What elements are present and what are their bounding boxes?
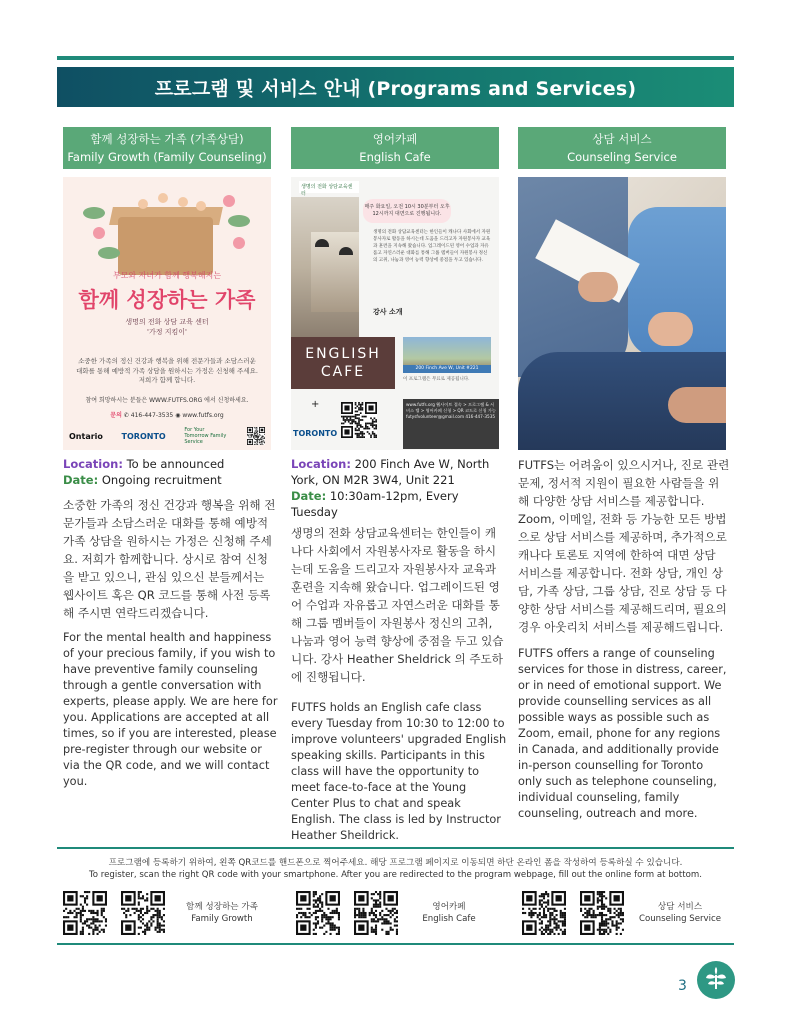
- qr-label-en: Family Growth: [191, 914, 253, 924]
- register-instructions-en: To register, scan the right QR code with your smartphone. After you are redirected to the program webpage, fill out the online form at bottom.: [88, 870, 703, 880]
- flower-icon: [233, 237, 245, 249]
- location-label: Location:: [63, 457, 123, 471]
- contact-phone: 416-447-3535: [130, 412, 174, 419]
- qr-label-en: Counseling Service: [638, 914, 722, 924]
- lamp-icon: [339, 247, 353, 255]
- top-divider: [57, 56, 734, 60]
- column-header-english-cafe: [291, 127, 499, 169]
- hand: [668, 387, 726, 423]
- qr-label-counseling: [630, 901, 730, 925]
- qr-code-cafe-ko[interactable]: [296, 891, 340, 935]
- header-banner: [57, 67, 734, 107]
- plus-sign: +: [311, 399, 320, 410]
- column-title-en: English Cafe: [359, 150, 431, 164]
- phone-icon: ✆: [123, 412, 129, 419]
- qr-code-family-ko[interactable]: [63, 891, 107, 935]
- qr-label-cafe: [404, 901, 494, 925]
- lamp-icon: [315, 239, 329, 247]
- center-line: '가정 지킴이': [147, 328, 187, 336]
- family-growth-column: [63, 456, 278, 790]
- family-member-icon: [138, 199, 148, 209]
- cafe-teacher-title: 강사 소개: [373, 308, 403, 316]
- qr-code-icon: [341, 402, 377, 438]
- family-growth-poster: [63, 177, 271, 450]
- qr-code-counseling-en[interactable]: [580, 891, 624, 935]
- body-korean: 생명의 전화 상담교육센터는 한인들이 캐나다 사회에서 자원봉사자로 활동을 하시는데 도움을 드리고자 자원봉사자 교육과 훈련을 지속해 왔습니다. 업그레이드된 영어 수업과 자유롭고 자연스러운 대화를 통해 그룹 멤버들이 자원봉사 정신의 고취, 나눔과 영어 능력 향상에 중점을 두고 있습니다. 강사 Heather Sheldrick 의 주도하에 진행됩니다.: [291, 526, 504, 684]
- family-member-icon: [158, 193, 168, 203]
- poster-center-name: [63, 317, 271, 337]
- gift-box-illustration: [118, 217, 213, 275]
- poster-body: 소중한 가족의 정신 건강과 행복을 위해 전문가들과 소담스러운 대화를 통해 예방적 가족 상담을 원하시는 가정은 신청해 주세요. 저희가 함께 합니다.: [76, 357, 258, 384]
- date-value: Ongoing recruitment: [101, 473, 222, 487]
- ontario-logo: Ontario: [69, 431, 103, 441]
- location-line: [63, 456, 278, 472]
- body-english: FUTFS offers a range of counseling services for those in distress, career, or in need of emotional support. We provide counselling services as all possible ways as possible such as Zoom, email, phone for any regions in Canada, and additionally provide in-person counselling for Toronto only such as telephone counseling, individual counseling, family counseling, outreach and more.: [518, 647, 727, 820]
- location-value: 200 Finch Ave W, North York, ON M2R 3W4, Unit 221: [291, 457, 490, 487]
- footer-divider: [57, 943, 734, 945]
- date-line: [63, 472, 278, 488]
- leaf-icon: [98, 247, 120, 259]
- location-label: Location:: [291, 457, 351, 471]
- page-number: 3: [678, 978, 687, 994]
- poster-subtitle: 부모와 자녀가 함께 행복해지는: [112, 271, 222, 280]
- english-cafe-banner: ENGLISH CAFE: [291, 337, 395, 389]
- english-cafe-poster: [291, 177, 499, 450]
- location-value: To be announced: [126, 457, 225, 471]
- qr-code-counseling-ko[interactable]: [522, 891, 566, 935]
- toronto-logo: TORONTO: [121, 431, 166, 441]
- body-korean: FUTFS는 어려움이 있으시거나, 진로 관련 문제, 정서적 지원이 필요한 사람들을 위해 다양한 상담 서비스를 제공합니다. Zoom, 이메일, 전화 등 가능한 모든 방법으로 상담 서비스를 제공하며, 추가적으로 캐나다 토론토 지역에 한하여 대면 상담 서비스를 제공합니다. 전화 상담, 개인 상담, 가족 상담, 그룹 상담, 진로 상담 등 다양한 상담 서비스를 제공해드리며, 필요의 경우 아웃리치 서비스를 제공해드립니다.: [518, 458, 730, 634]
- flower-icon: [93, 227, 105, 239]
- column-title-en: Family Growth (Family Counseling): [67, 150, 267, 164]
- web-icon: ◉: [175, 412, 181, 419]
- contact-web: www.futfs.org: [182, 412, 224, 419]
- body-english: FUTFS holds an English cafe class every Tuesday from 10:30 to 12:00 to improve volunteers' upgraded English speaking skills. Participants in this class will have the opportunity to meet face-to-face at the Young Center Plus to chat and speak English. The class is led by Instructor Heather Sheildrick.: [291, 701, 507, 842]
- contact-label: 문의: [110, 412, 122, 419]
- building-address: 200 Finch Ave W, Unit #221: [403, 365, 491, 373]
- qr-label-ko: 함께 성장하는 가족: [186, 902, 258, 912]
- qr-code-family-en[interactable]: [121, 891, 165, 935]
- cafe-schedule-bubble: 매주 화요일, 오전 10시 30분부터 오후 12시까지 대면으로 진행됩니다.: [363, 199, 451, 223]
- leaf-icon: [83, 207, 105, 219]
- center-line: 생명의 전화 상담 교육 센터: [125, 318, 209, 326]
- body-english: For the mental health and happiness of your precious family, if you wish to have preventive family counseling through a gentle conversation with experts, please apply. We are here for you. Applications are accepted at all times, so if you are interested, please pre-register through our website or via the QR code, and we will contact you.: [63, 631, 278, 788]
- poster-apply: 참여 희망하시는 분들은 WWW.FUTFS.ORG 에서 신청하세요.: [85, 397, 249, 404]
- date-line: [291, 488, 507, 520]
- sponsor-logos: [69, 427, 265, 445]
- cafe-free-note: 이 프로그램은 무료로 제공됩니다.: [403, 377, 470, 382]
- column-title-ko: 상담 서비스: [592, 132, 652, 146]
- qr-code-icon: [247, 427, 265, 445]
- poster-title: 함께 성장하는 가족: [78, 288, 256, 312]
- column-header-counseling: [518, 127, 726, 169]
- cafe-register-box: www.futfs.org 웹사이트 접속 > 프로그램 & 서비스 탭 > 영어카페 신청 > QR 코드로 신청 가능 futysfvolunteer@gmail.com 416-447-3535: [403, 399, 499, 449]
- counseling-column: [518, 456, 730, 822]
- qr-label-ko: 상담 서비스: [657, 902, 703, 912]
- family-member-icon: [178, 197, 188, 207]
- hand: [648, 312, 693, 346]
- register-instructions-ko: 프로그램에 등록하기 위하여, 왼쪽 QR코드를 핸드폰으로 찍어주세요. 해당 프로그램 페이지로 이동되면 하단 온라인 폼을 작성하여 등록하실 수 있습니다.: [108, 858, 683, 868]
- leaf-logo-icon: [697, 961, 735, 999]
- family-member-icon: [196, 201, 206, 211]
- qr-label-family: [172, 901, 272, 925]
- date-label: Date:: [63, 473, 99, 487]
- cafe-logo: 생명의 전화 상담교육센터: [299, 181, 359, 193]
- date-value: 10:30am-12pm, Every Tuesday: [291, 489, 459, 519]
- toronto-logo: TORONTO: [293, 429, 338, 438]
- qr-label-ko: 영어카페: [432, 902, 466, 912]
- futfs-logo: For Your Tomorrow Family Service: [184, 427, 227, 445]
- column-title-ko: 영어카페: [372, 132, 418, 146]
- cafe-description: 생명의 전화 상담교육센터는 한인들이 캐나다 사회에서 자원봉사자로 활동을 하시는데 도움을 드리고자 자원봉사자 교육과 훈련을 지속해 왔습니다. 업그레이드된 영어 수업과 자유롭고 자연스러운 대화를 통해 그룹 멤버들이 자원봉사 정신의 고취, 나눔과 영어 능력 향상에 중점을 두고 있습니다.: [373, 230, 491, 263]
- date-label: Date:: [291, 489, 327, 503]
- column-title-ko: 함께 성장하는 가족 (가족상담): [90, 132, 244, 146]
- qr-code-cafe-en[interactable]: [354, 891, 398, 935]
- location-line: [291, 456, 507, 488]
- english-cafe-column: [291, 456, 507, 844]
- flower-icon: [223, 195, 235, 207]
- column-header-family: [63, 127, 271, 169]
- qr-label-en: English Cafe: [422, 914, 476, 924]
- leaf-icon: [228, 215, 250, 227]
- hand: [578, 272, 618, 302]
- section-divider: [57, 847, 734, 849]
- counseling-photo: [518, 177, 726, 450]
- column-title-en: Counseling Service: [567, 150, 677, 164]
- body-korean: 소중한 가족의 정신 건강과 행복을 위해 전문가들과 소담스러운 대화를 통해 예방적 가족 상담을 원하시는 가정은 신청해 주세요. 저희가 함께합니다. 상시로 참여 신청을 받고 있으니, 관심 있으신 분들께서는 웹사이트 혹은 QR 코드를 통해 사전 등록해 주시면 연락드리겠습니다.: [63, 498, 276, 620]
- poster-contact: [63, 410, 271, 419]
- page-title: 프로그램 및 서비스 안내 (Programs and Services): [154, 78, 637, 100]
